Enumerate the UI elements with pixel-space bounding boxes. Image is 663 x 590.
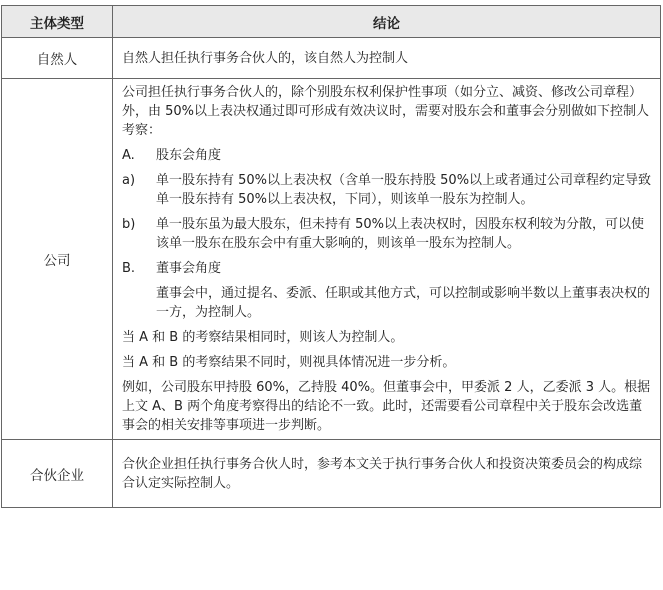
conclusion-cell bbox=[113, 440, 661, 508]
table-header-row bbox=[2, 6, 661, 38]
subject-type-cell: 公司 bbox=[2, 79, 113, 440]
list-item-b-marker: b) bbox=[122, 217, 136, 232]
section-a bbox=[122, 146, 652, 165]
table-row-partnership bbox=[2, 440, 661, 508]
list-item-a-text: 单一股东持有 50%以上表决权（含单一股东持股 50%以上或者通过公司章程约定导致单一股东持有 50%以上表决权，下同），则该单一股东为控制人。 bbox=[156, 173, 652, 207]
list-item-a-marker: a) bbox=[122, 173, 136, 188]
section-b-marker: B. bbox=[122, 261, 136, 276]
partnership-conclusion: 合伙企业担任执行事务合伙人时，参考本文关于执行事务合伙人和投资决策委员会的构成综合认定实际控制人。 bbox=[122, 456, 643, 491]
conclusion-cell bbox=[113, 38, 661, 79]
list-item-b-text: 单一股东虽为最大股东，但未持有 50%以上表决权时，因股东权利较为分散，可以使该单一股东在股东会中有重大影响的，则该单一股东为控制人。 bbox=[156, 217, 645, 251]
conclusion-cell bbox=[113, 79, 661, 440]
list-item-b bbox=[122, 215, 652, 253]
list-item-a bbox=[122, 171, 652, 209]
example-paragraph: 例如，公司股东甲持股 60%，乙持股 40%。但董事会中，甲委派 2 人，乙委派 3 人。根据上文 A、B 两个角度考察得出的结论不一致。此时，还需要看公司章程中关于股东会改选董事会的相关安排等事项进一步判断。 bbox=[122, 380, 651, 433]
table-row-natural-person bbox=[2, 38, 661, 79]
subject-type-cell: 合伙企业 bbox=[2, 440, 113, 508]
header-conclusion: 结论 bbox=[113, 6, 661, 38]
subject-type-cell: 自然人 bbox=[2, 38, 113, 79]
section-b bbox=[122, 259, 652, 278]
natural-person-conclusion: 自然人担任执行事务合伙人的，该自然人为控制人 bbox=[122, 50, 409, 66]
company-intro: 公司担任执行事务合伙人的，除个别股东权利保护性事项（如分立、减资、修改公司章程）外，由 50%以上表决权通过即可形成有效决议时，需要对股东会和董事会分别做如下控制人考察： bbox=[122, 85, 650, 138]
section-b-title: 董事会角度 bbox=[156, 261, 222, 276]
section-a-title: 股东会角度 bbox=[156, 148, 222, 163]
table-row-company bbox=[2, 79, 661, 440]
same-result-note: 当 A 和 B 的考察结果相同时，则该人为控制人。 bbox=[122, 330, 404, 345]
header-subject-type: 主体类型 bbox=[2, 6, 113, 38]
section-a-marker: A. bbox=[122, 148, 135, 163]
controller-table bbox=[1, 5, 661, 508]
different-result-note: 当 A 和 B 的考察结果不同时，则视具体情况进一步分析。 bbox=[122, 355, 456, 370]
section-b-text: 董事会中，通过提名、委派、任职或其他方式，可以控制或影响半数以上董事表决权的一方，为控制人。 bbox=[156, 286, 651, 320]
